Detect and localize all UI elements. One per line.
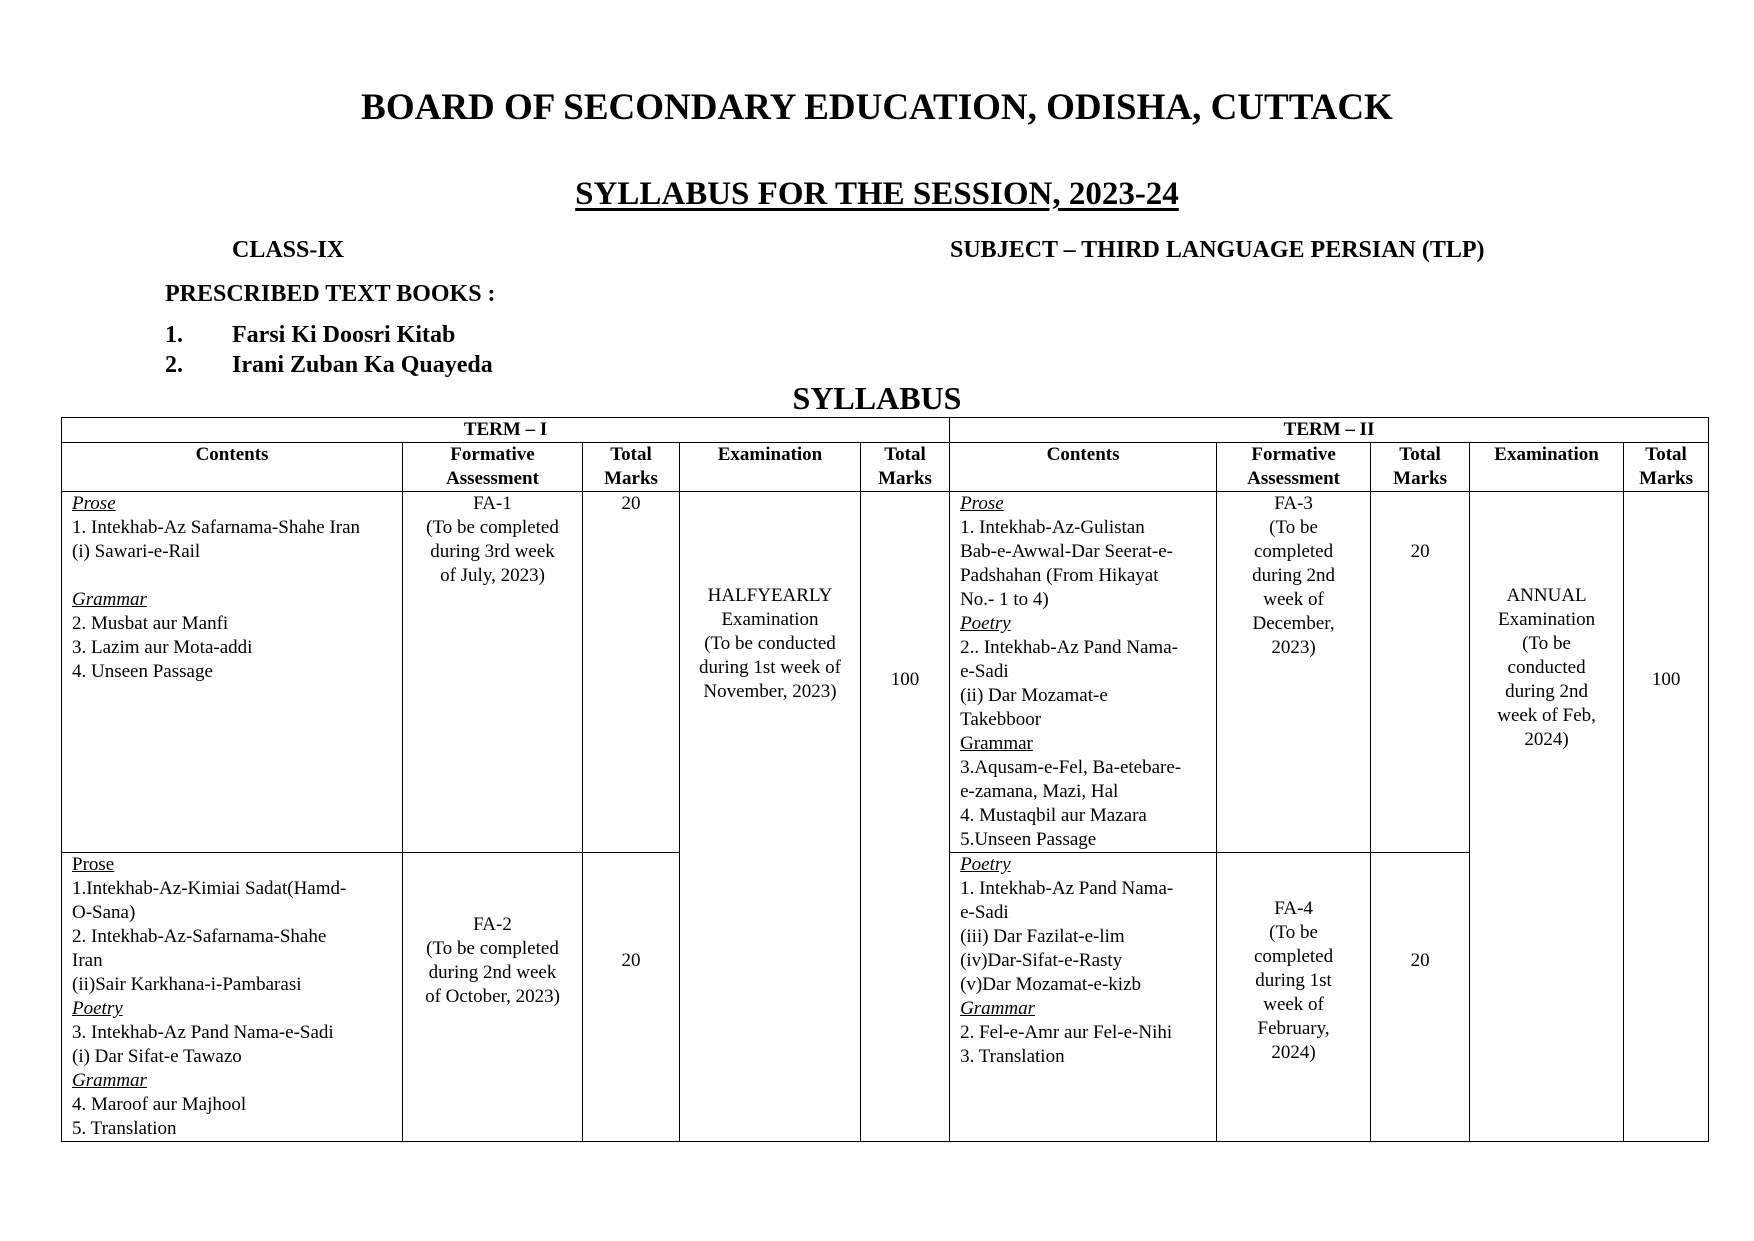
book-number: 2.: [165, 352, 183, 378]
content-line: 1.Intekhab-Az-Kimiai Sadat(Hamd-: [72, 878, 347, 899]
cell-line: November, 2023): [703, 681, 837, 702]
content-line: 3. Translation: [960, 1046, 1065, 1067]
term1-fa2-assessment: [403, 853, 583, 1142]
cell-line: ANNUAL: [1506, 585, 1587, 606]
content-line: 3. Lazim aur Mota-addi: [72, 637, 253, 658]
formative-header: Formative Assessment: [403, 443, 583, 492]
total-marks-header: Total Marks: [861, 443, 950, 492]
term1-total-marks: 100: [861, 492, 950, 1142]
term1-fa1-contents: [62, 492, 403, 853]
content-line: (i) Dar Sifat-e Tawazo: [72, 1046, 242, 1067]
examination-header: Examination: [1470, 443, 1624, 492]
cell-line: week of Feb,: [1497, 705, 1596, 726]
book-item: [165, 352, 493, 379]
section-label: Prose: [72, 493, 116, 514]
column-header-row: [62, 443, 1709, 492]
total-marks-header: Total Marks: [1624, 443, 1709, 492]
term1-examination: [680, 492, 861, 1142]
book-item: [165, 322, 455, 349]
content-line: (v)Dar Mozamat-e-kizb: [960, 974, 1141, 995]
section-label: Poetry: [960, 613, 1011, 634]
cell-line: FA-3: [1274, 493, 1313, 514]
cell-line: (To be: [1269, 517, 1318, 538]
term2-fa3-assessment: [1217, 492, 1371, 853]
book-title: Farsi Ki Doosri Kitab: [232, 322, 456, 348]
term2-total-marks: 100: [1624, 492, 1709, 1142]
cell-line: Examination: [721, 609, 819, 630]
term-1-header: TERM – I: [62, 418, 950, 443]
content-line: 1. Intekhab-Az-Gulistan: [960, 517, 1145, 538]
term2-fa3-marks: 20: [1371, 492, 1470, 853]
section-label: Grammar: [72, 589, 147, 610]
cell-line: FA-2: [473, 914, 512, 935]
cell-line: (To be: [1269, 922, 1318, 943]
term-header-row: [62, 418, 1709, 443]
term2-fa4-marks: 20: [1371, 853, 1470, 1142]
subject-label: SUBJECT – THIRD LANGUAGE PERSIAN (TLP): [950, 237, 1485, 263]
cell-line: during 1st: [1255, 970, 1332, 991]
cell-line: Examination: [1498, 609, 1596, 630]
cell-line: FA-1: [473, 493, 512, 514]
term2-examination: [1470, 492, 1624, 1142]
content-line: (iv)Dar-Sifat-e-Rasty: [960, 950, 1123, 971]
cell-line: February,: [1257, 1018, 1330, 1039]
term1-fa1-marks: 20: [583, 492, 680, 853]
section-label: Poetry: [960, 854, 1011, 875]
content-line: e-Sadi: [960, 661, 1009, 682]
cell-line: during 2nd: [1252, 565, 1335, 586]
section-label: Grammar: [960, 733, 1033, 754]
session-title: SYLLABUS FOR THE SESSION, 2023-24: [575, 176, 1179, 212]
term2-fa4-contents: [950, 853, 1217, 1142]
book-number: 1.: [165, 322, 183, 348]
term2-fa3-contents: [950, 492, 1217, 853]
content-line: (ii)Sair Karkhana-i-Pambarasi: [72, 974, 302, 995]
section-label: Poetry: [72, 998, 123, 1019]
content-line: O-Sana): [72, 902, 136, 923]
cell-line: (To be completed: [426, 517, 559, 538]
cell-line: 2024): [1524, 729, 1569, 750]
total-marks-header: Total Marks: [583, 443, 680, 492]
cell-line: during 3rd week: [430, 541, 555, 562]
cell-line: during 2nd week: [428, 962, 557, 983]
content-line: (iii) Dar Fazilat-e-lim: [960, 926, 1125, 947]
term1-fa1-assessment: [403, 492, 583, 853]
cell-line: (To be: [1522, 633, 1571, 654]
content-line: 2.. Intekhab-Az Pand Nama-: [960, 637, 1178, 658]
cell-line: FA-4: [1274, 898, 1313, 919]
content-line: 2. Musbat aur Manfi: [72, 613, 229, 634]
term1-fa2-marks: 20: [583, 853, 680, 1142]
content-line: 4. Unseen Passage: [72, 661, 213, 682]
content-line: No.- 1 to 4): [960, 589, 1049, 610]
section-label: Prose: [72, 854, 115, 875]
cell-line: HALFYEARLY: [707, 585, 833, 606]
cell-line: completed: [1253, 946, 1334, 967]
content-line: 3. Intekhab-Az Pand Nama-e-Sadi: [72, 1022, 334, 1043]
content-line: 5. Translation: [72, 1118, 177, 1139]
content-line: Takebboor: [960, 709, 1042, 730]
content-line: (i) Sawari-e-Rail: [72, 541, 201, 562]
contents-header: Contents: [950, 443, 1217, 492]
cell-line: (To be conducted: [704, 633, 836, 654]
prescribed-books-heading: PRESCRIBED TEXT BOOKS :: [165, 281, 496, 307]
content-line: 4. Mustaqbil aur Mazara: [960, 805, 1147, 826]
cell-line: of July, 2023): [440, 565, 545, 586]
cell-line: of October, 2023): [425, 986, 560, 1007]
section-label: Grammar: [72, 1070, 147, 1091]
cell-line: during 2nd: [1505, 681, 1588, 702]
content-line: 2. Fel-e-Amr aur Fel-e-Nihi: [960, 1022, 1173, 1043]
cell-line: December,: [1252, 613, 1335, 634]
total-marks-header: Total Marks: [1371, 443, 1470, 492]
syllabus-table: [61, 417, 1709, 1142]
section-label: Prose: [960, 493, 1004, 514]
book-title: Irani Zuban Ka Quayeda: [232, 352, 493, 378]
board-title: BOARD OF SECONDARY EDUCATION, ODISHA, CUTTACK: [361, 87, 1393, 128]
line-gap: [72, 564, 392, 588]
cell-line: week of: [1263, 589, 1324, 610]
term2-fa4-assessment: [1217, 853, 1371, 1142]
content-line: 4. Maroof aur Majhool: [72, 1094, 247, 1115]
content-line: (ii) Dar Mozamat-e: [960, 685, 1108, 706]
content-line: 5.Unseen Passage: [960, 829, 1097, 850]
syllabus-heading: SYLLABUS: [792, 380, 962, 416]
content-line: Iran: [72, 950, 103, 971]
formative-header: Formative Assessment: [1217, 443, 1371, 492]
cell-line: conducted: [1507, 657, 1586, 678]
class-label: CLASS-IX: [232, 237, 345, 263]
cell-line: 2024): [1271, 1042, 1316, 1063]
content-line: e-zamana, Mazi, Hal: [960, 781, 1119, 802]
content-line: 1. Intekhab-Az Safarnama-Shahe Iran: [72, 517, 361, 538]
term-2-header: TERM – II: [950, 418, 1709, 443]
cell-line: completed: [1253, 541, 1334, 562]
content-line: Padshahan (From Hikayat: [960, 565, 1159, 586]
section-label: Grammar: [960, 998, 1036, 1019]
cell-line: during 1st week of: [699, 657, 841, 678]
content-line: 3.Aqusam-e-Fel, Ba-etebare-: [960, 757, 1182, 778]
content-line: Bab-e-Awwal-Dar Seerat-e-: [960, 541, 1174, 562]
content-line: e-Sadi: [960, 902, 1009, 923]
examination-header: Examination: [680, 443, 861, 492]
term1-fa2-contents: [62, 853, 403, 1142]
content-line: 1. Intekhab-Az Pand Nama-: [960, 878, 1174, 899]
cell-line: 2023): [1271, 637, 1316, 658]
contents-header: Contents: [62, 443, 403, 492]
table-row: [62, 492, 1709, 853]
content-line: 2. Intekhab-Az-Safarnama-Shahe: [72, 926, 327, 947]
cell-line: week of: [1263, 994, 1324, 1015]
cell-line: (To be completed: [426, 938, 559, 959]
